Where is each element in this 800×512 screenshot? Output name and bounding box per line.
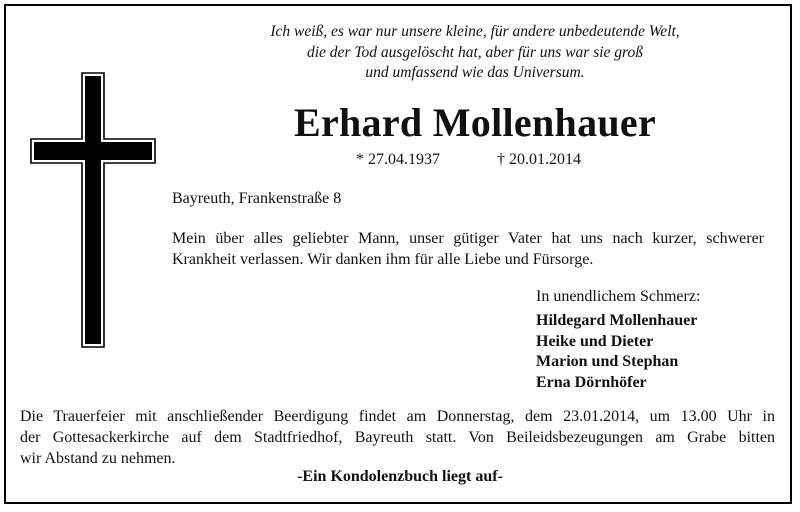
mourner-name: Marion und Stephan xyxy=(536,353,679,370)
poem xyxy=(150,22,800,84)
mourners-intro: In unendlichem Schmerz: xyxy=(536,288,701,305)
poem-line: die der Tod ausgelöscht hat, aber für uns war sie groß xyxy=(307,43,643,61)
funeral-line: Die Trauerfeier mit anschließender Beerdigung findet am Donnerstag, dem 23.01.2014, um 13.00 Uhr in xyxy=(20,408,775,425)
mourners-list xyxy=(536,311,697,393)
address: Bayreuth, Frankenstraße 8 xyxy=(172,190,342,207)
death-date: † 20.01.2014 xyxy=(497,151,581,168)
deceased-name: Erhard Mollenhauer xyxy=(293,100,657,145)
poem-line: und umfassend wie das Universum. xyxy=(365,64,585,81)
condolence-note: -Ein Kondolenzbuch liegt auf- xyxy=(297,468,503,485)
message xyxy=(172,228,764,270)
message-line: Krankheit verlassen. Wir danken ihm für alle Liebe und Fürsorge. xyxy=(172,251,594,268)
latin-cross-icon xyxy=(30,72,156,348)
funeral-info xyxy=(20,406,775,469)
message-line: Mein über alles geliebter Mann, unser gütiger Vater hat uns nach kurzer, schwerer xyxy=(172,230,764,247)
mourner-name: Heike und Dieter xyxy=(536,332,654,350)
birth-date: * 27.04.1937 xyxy=(356,151,440,168)
poem-line: Ich weiß, es war nur unsere kleine, für andere unbedeutende Welt, xyxy=(270,23,680,40)
funeral-line: der Gottesackerkirche auf dem Stadtfriedhof, Bayreuth statt. Von Beileidsbezeugungen am Grabe bitten xyxy=(20,429,775,446)
funeral-line: wir Abstand zu nehmen. xyxy=(20,450,176,467)
mourner-name: Erna Dörnhöfer xyxy=(536,373,647,391)
mourner-name: Hildegard Mollenhauer xyxy=(536,312,698,329)
